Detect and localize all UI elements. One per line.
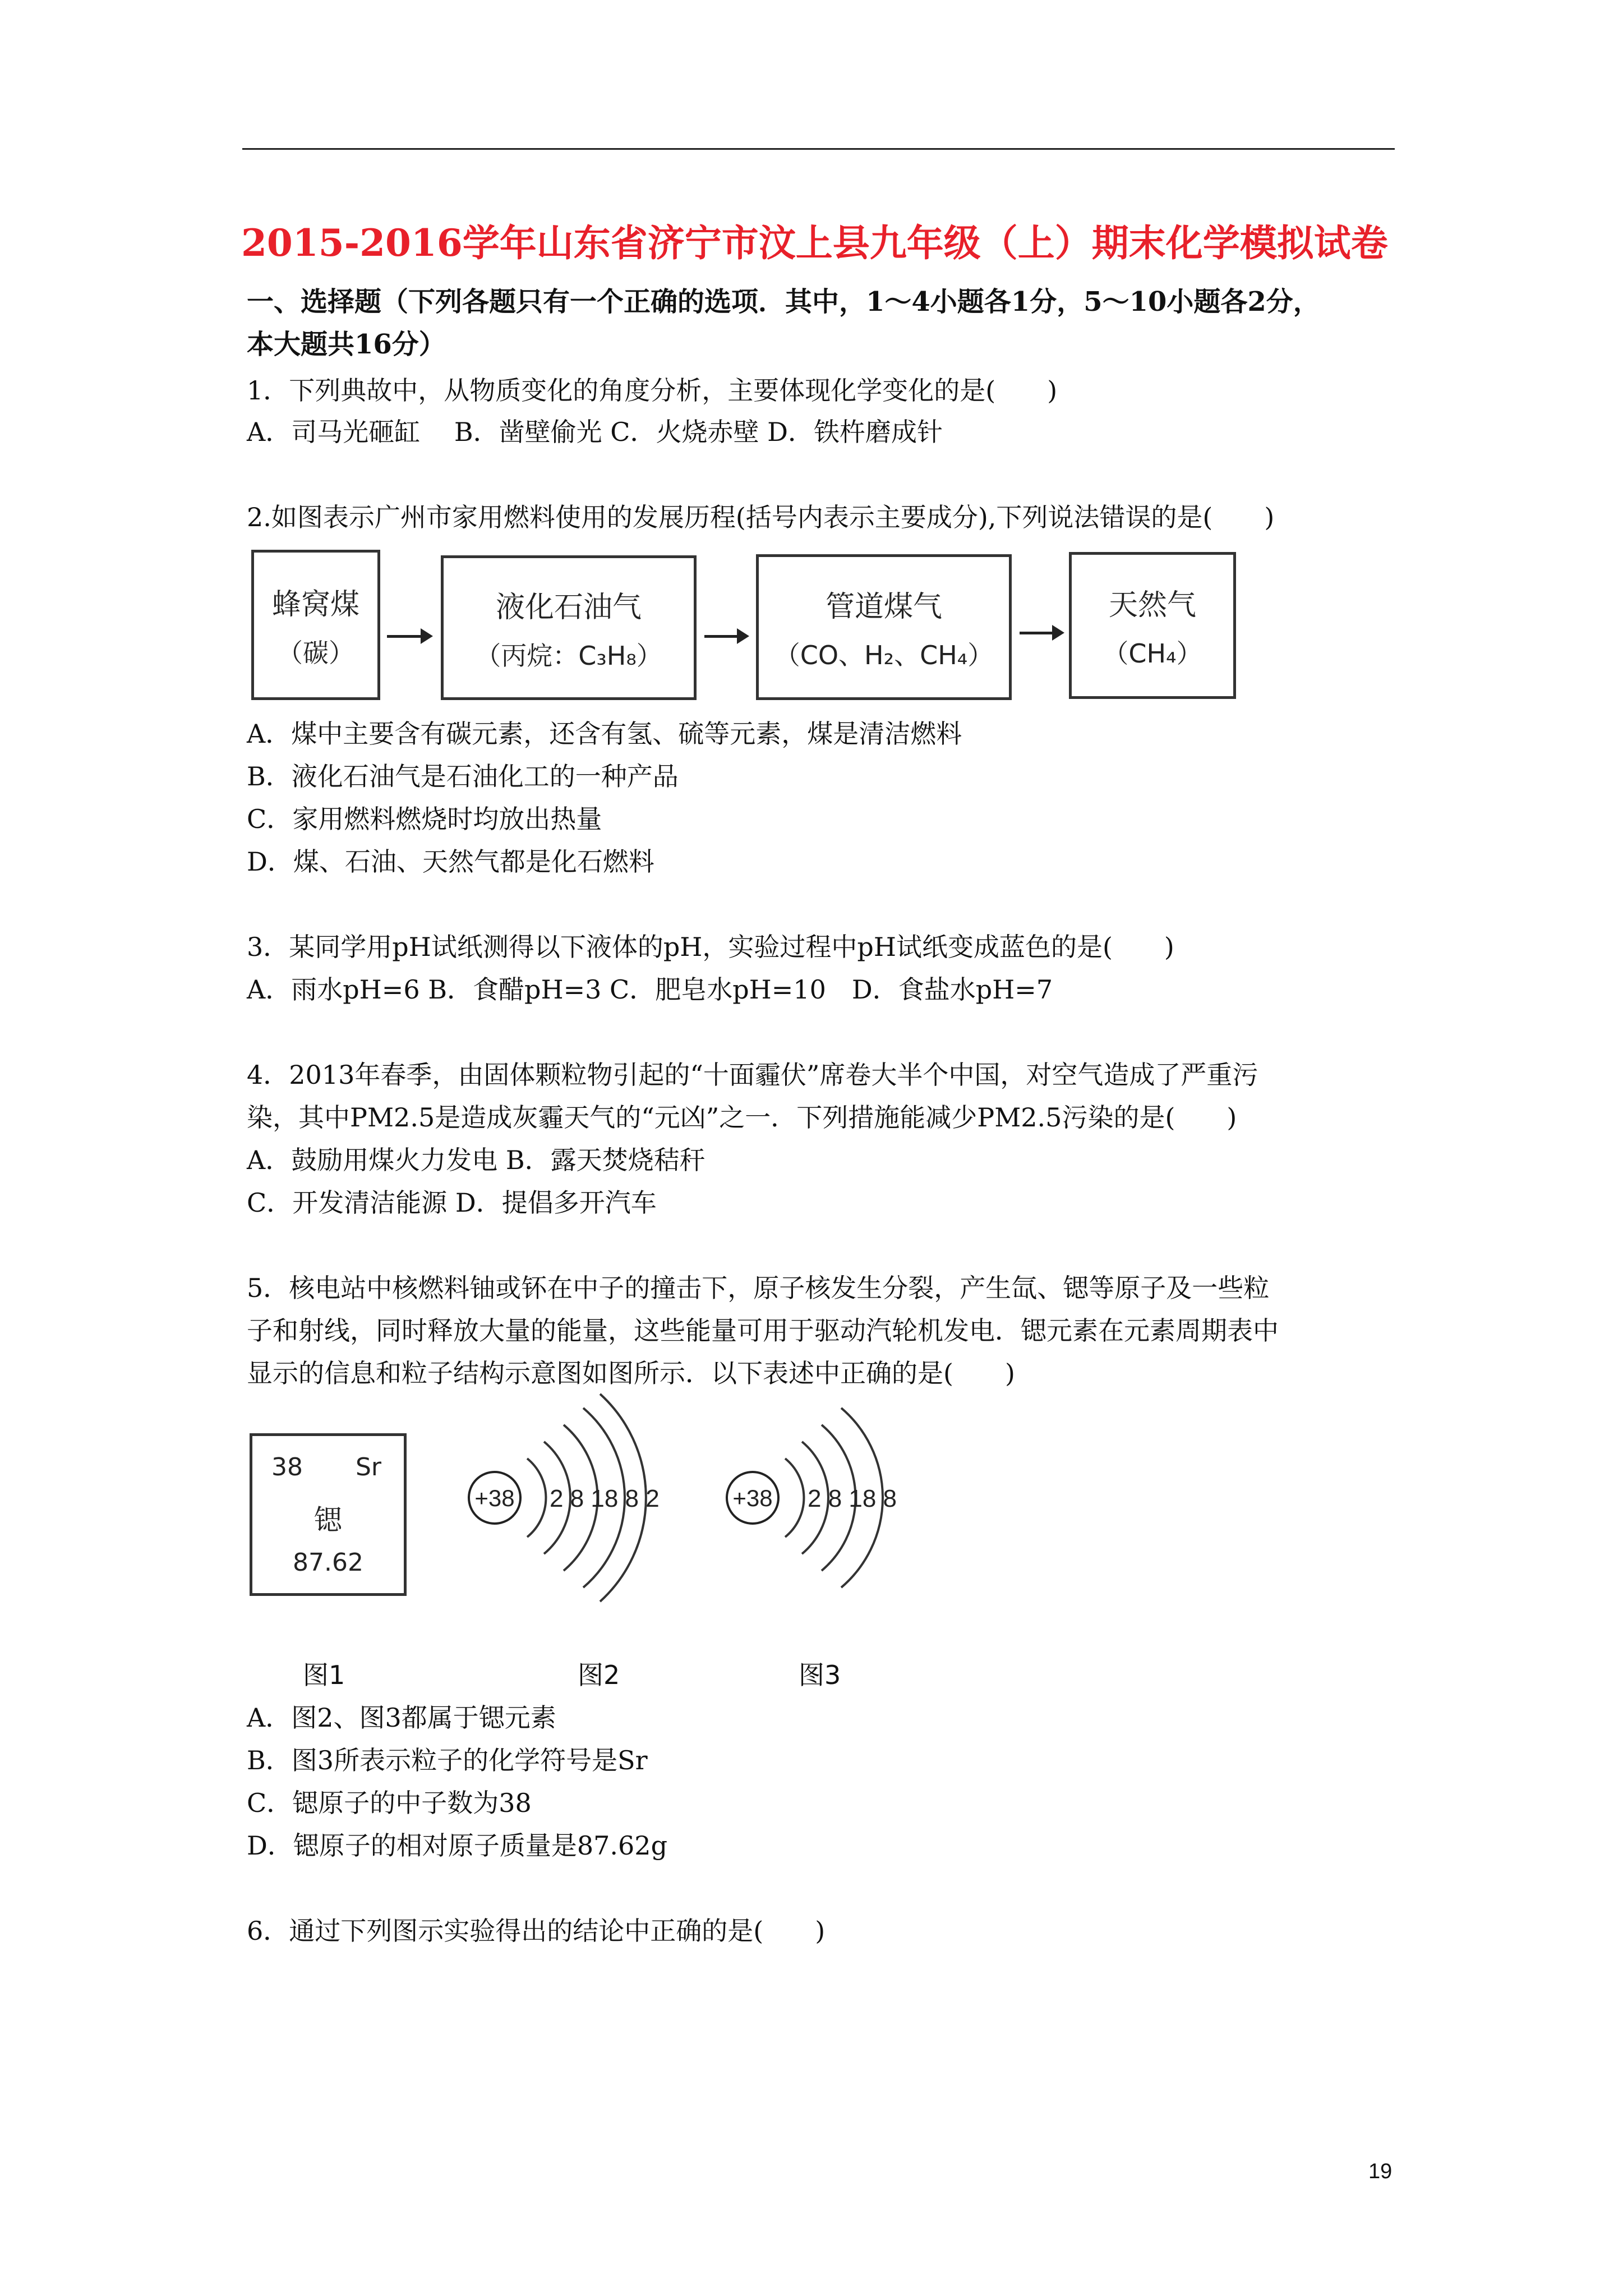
atomic-number: 38 [271,1453,303,1481]
q6-stem: 6．通过下列图示实验得出的结论中正确的是( ) [247,1916,826,1946]
fuel-box-pipeline-gas [756,554,1012,700]
atom-structure-diagram-fig2 [460,1391,695,1604]
fuel-box-component: （丙烷：C₃H₈） [475,640,662,671]
section-one-heading [247,280,1391,366]
fuel-box-name: 蜂窝煤 [271,587,359,622]
fuel-box-component: （CO、H₂、CH₄） [774,639,994,670]
page-number: 19 [1368,2160,1393,2183]
figure-label-3: 图3 [799,1660,841,1690]
figure-label-2: 图2 [578,1660,620,1690]
electron-shells: 2 8 18 8 [808,1485,897,1512]
fuel-box-lpg [441,555,697,700]
element-name: 锶 [314,1504,342,1536]
q1-stem: 1．下列典故中，从物质变化的角度分析，主要体现化学变化的是( ) [247,375,1058,406]
fuel-box-name: 管道煤气 [825,590,942,624]
arrow-icon [1020,632,1055,634]
atom-structure-diagram-fig3 [718,1402,931,1593]
relative-atomic-mass: 87.62 [293,1548,363,1577]
nucleus-charge: +38 [474,1485,515,1511]
header-rule [242,148,1395,150]
q2-option-d: D．煤、石油、天然气都是化石燃料 [247,846,654,877]
q3-stem: 3．某同学用pH试纸测得以下液体的pH，实验过程中pH试纸变成蓝色的是( ) [247,932,1174,962]
q2-stem: 2.如图表示广州市家用燃料使用的发展历程(括号内表示主要成分),下列说法错误的是( ) [247,502,1275,532]
q5-line-3: 显示的信息和粒子结构示意图如图所示．以下表述中正确的是( ) [247,1358,1015,1388]
q3-options: A．雨水pH=6 B．食醋pH=3 C．肥皂水pH=10 D．食盐水pH=7 [247,974,1053,1005]
fuel-box-honeycomb-coal [251,550,380,700]
arrow-icon [704,635,740,638]
electron-shells: 2 8 18 8 2 [550,1485,660,1512]
nucleus-charge: +38 [732,1485,773,1511]
section-one-line-1: 一、选择题（下列各题只有一个正确的选项．其中，1～4小题各1分，5～10小题各2分， [247,286,1320,318]
q5-option-d: D．锶原子的相对原子质量是87.62g [247,1830,668,1861]
section-one-line-2: 本大题共16分） [247,329,446,360]
figure-label-1: 图1 [303,1660,345,1690]
fuel-box-natural-gas [1069,552,1236,699]
q1-options: A．司马光砸缸 B．凿壁偷光 C．火烧赤壁 D．铁杵磨成针 [247,417,943,447]
fuel-box-component: （碳） [277,637,354,668]
q4-options-cd: C．开发清洁能源 D．提倡多开汽车 [247,1188,657,1218]
exam-title: 2015-2016学年山东省济宁市汶上县九年级（上）期末化学模拟试卷 [241,221,1388,265]
q4-line-1: 4．2013年春季，由固体颗粒物引起的“十面霾伏”席卷大半个中国，对空气造成了严重污 [247,1060,1258,1090]
q4-options-ab: A．鼓励用煤火力发电 B．露天焚烧秸秆 [247,1145,706,1175]
element-symbol: Sr [355,1453,381,1481]
fuel-box-name: 液化石油气 [495,590,642,624]
q5-option-b: B．图3所表示粒子的化学符号是Sr [247,1745,648,1775]
q2-option-a: A．煤中主要含有碳元素，还含有氢、硫等元素，煤是清洁燃料 [247,719,962,749]
arrow-icon [387,635,424,638]
q2-option-c: C．家用燃料燃烧时均放出热量 [247,804,602,834]
fuel-box-component: （CH₄） [1103,638,1202,669]
q5-option-c: C．锶原子的中子数为38 [247,1788,532,1818]
q5-line-1: 5．核电站中核燃料铀或钚在中子的撞击下，原子核发生分裂，产生氙、锶等原子及一些粒 [247,1273,1270,1303]
fuel-box-name: 天然气 [1108,588,1196,622]
q5-option-a: A．图2、图3都属于锶元素 [247,1703,556,1733]
q5-line-2: 子和射线，同时释放大量的能量，这些能量可用于驱动汽轮机发电．锶元素在元素周期表中 [247,1315,1279,1346]
q4-line-2: 染，其中PM2.5是造成灰霾天气的“元凶”之一．下列措施能减少PM2.5污染的是( ) [247,1102,1237,1133]
element-card-strontium [250,1433,407,1596]
q2-option-b: B．液化石油气是石油化工的一种产品 [247,761,679,792]
